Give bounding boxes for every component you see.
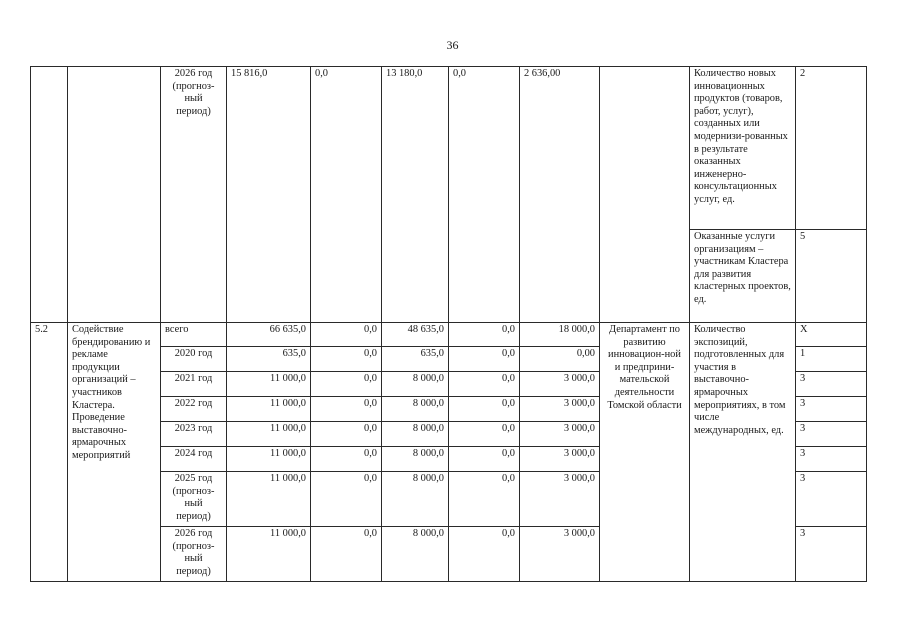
executor-cell: Департамент по развитию инновацион-ной и предприни-мательской деятельности Томской области <box>600 323 690 582</box>
local-cell: 0,0 <box>449 527 520 582</box>
regional-cell: 8 000,0 <box>382 422 449 447</box>
table-row <box>31 323 867 347</box>
regional-cell: 8 000,0 <box>382 472 449 527</box>
executor-cell <box>600 67 690 323</box>
federal-cell: 0,0 <box>311 527 382 582</box>
table-row <box>31 67 867 230</box>
number-cell <box>31 67 68 323</box>
period-cell: 2024 год <box>161 447 227 472</box>
item-name-cell: Содействие брендированию и рекламе продукции организаций – участников Кластера. Проведение выставочно-ярмарочных мероприятий <box>68 323 161 582</box>
extra-cell: 3 000,0 <box>520 397 600 422</box>
regional-cell: 13 180,0 <box>382 67 449 323</box>
total-cell: 11 000,0 <box>227 372 311 397</box>
extra-cell: 3 000,0 <box>520 422 600 447</box>
regional-cell: 8 000,0 <box>382 372 449 397</box>
period-cell: 2022 год <box>161 397 227 422</box>
indicator-value-cell: 3 <box>796 527 867 582</box>
extra-cell: 3 000,0 <box>520 372 600 397</box>
extra-cell: 2 636,00 <box>520 67 600 323</box>
period-cell: 2025 год (прогноз- ный период) <box>161 472 227 527</box>
total-cell: 635,0 <box>227 347 311 372</box>
local-cell: 0,0 <box>449 323 520 347</box>
local-cell: 0,0 <box>449 347 520 372</box>
local-cell: 0,0 <box>449 447 520 472</box>
federal-cell: 0,0 <box>311 422 382 447</box>
local-cell: 0,0 <box>449 472 520 527</box>
indicator-name-cell: Оказанные услуги организациям – участникам Кластера для развития кластерных проектов, ед. <box>690 230 796 323</box>
period-cell: 2026 год (прогноз- ный период) <box>161 67 227 323</box>
federal-cell: 0,0 <box>311 372 382 397</box>
regional-cell: 8 000,0 <box>382 527 449 582</box>
regional-cell: 8 000,0 <box>382 447 449 472</box>
local-cell: 0,0 <box>449 397 520 422</box>
period-cell: 2026 год (прогноз- ный период) <box>161 527 227 582</box>
total-cell: 11 000,0 <box>227 422 311 447</box>
total-cell: 11 000,0 <box>227 527 311 582</box>
federal-cell: 0,0 <box>311 397 382 422</box>
indicator-value-cell: 3 <box>796 397 867 422</box>
period-cell: 2023 год <box>161 422 227 447</box>
federal-cell: 0,0 <box>311 67 382 323</box>
indicator-value-cell: 3 <box>796 447 867 472</box>
program-table <box>30 66 867 582</box>
period-cell: 2021 год <box>161 372 227 397</box>
indicator-name-cell: Количество новых инновационных продуктов (товаров, работ, услуг), созданных или модернизи-рованных в результате оказанных инженерно-консультационных услуг, ед. <box>690 67 796 230</box>
indicator-value-cell: 5 <box>796 230 867 323</box>
indicator-name-cell: Количество экспозиций, подготовленных для участия в выставочно-ярмарочных мероприятиях, в том числе международных, ед. <box>690 323 796 582</box>
extra-cell: 3 000,0 <box>520 527 600 582</box>
page-number: 36 <box>446 38 459 52</box>
regional-cell: 8 000,0 <box>382 397 449 422</box>
extra-cell: 18 000,0 <box>520 323 600 347</box>
period-cell: всего <box>161 323 227 347</box>
name-cell <box>68 67 161 323</box>
total-cell: 15 816,0 <box>227 67 311 323</box>
federal-cell: 0,0 <box>311 447 382 472</box>
local-cell: 0,0 <box>449 372 520 397</box>
federal-cell: 0,0 <box>311 472 382 527</box>
total-cell: 11 000,0 <box>227 397 311 422</box>
total-cell: 66 635,0 <box>227 323 311 347</box>
regional-cell: 635,0 <box>382 347 449 372</box>
total-cell: 11 000,0 <box>227 447 311 472</box>
local-cell: 0,0 <box>449 67 520 323</box>
federal-cell: 0,0 <box>311 347 382 372</box>
period-cell: 2020 год <box>161 347 227 372</box>
indicator-value-cell: 3 <box>796 422 867 447</box>
indicator-value-cell: 2 <box>796 67 867 230</box>
indicator-value-cell: Х <box>796 323 867 347</box>
extra-cell: 0,00 <box>520 347 600 372</box>
indicator-value-cell: 3 <box>796 372 867 397</box>
local-cell: 0,0 <box>449 422 520 447</box>
indicator-value-cell: 3 <box>796 472 867 527</box>
total-cell: 11 000,0 <box>227 472 311 527</box>
item-number-cell: 5.2 <box>31 323 68 582</box>
federal-cell: 0,0 <box>311 323 382 347</box>
extra-cell: 3 000,0 <box>520 472 600 527</box>
extra-cell: 3 000,0 <box>520 447 600 472</box>
regional-cell: 48 635,0 <box>382 323 449 347</box>
indicator-value-cell: 1 <box>796 347 867 372</box>
